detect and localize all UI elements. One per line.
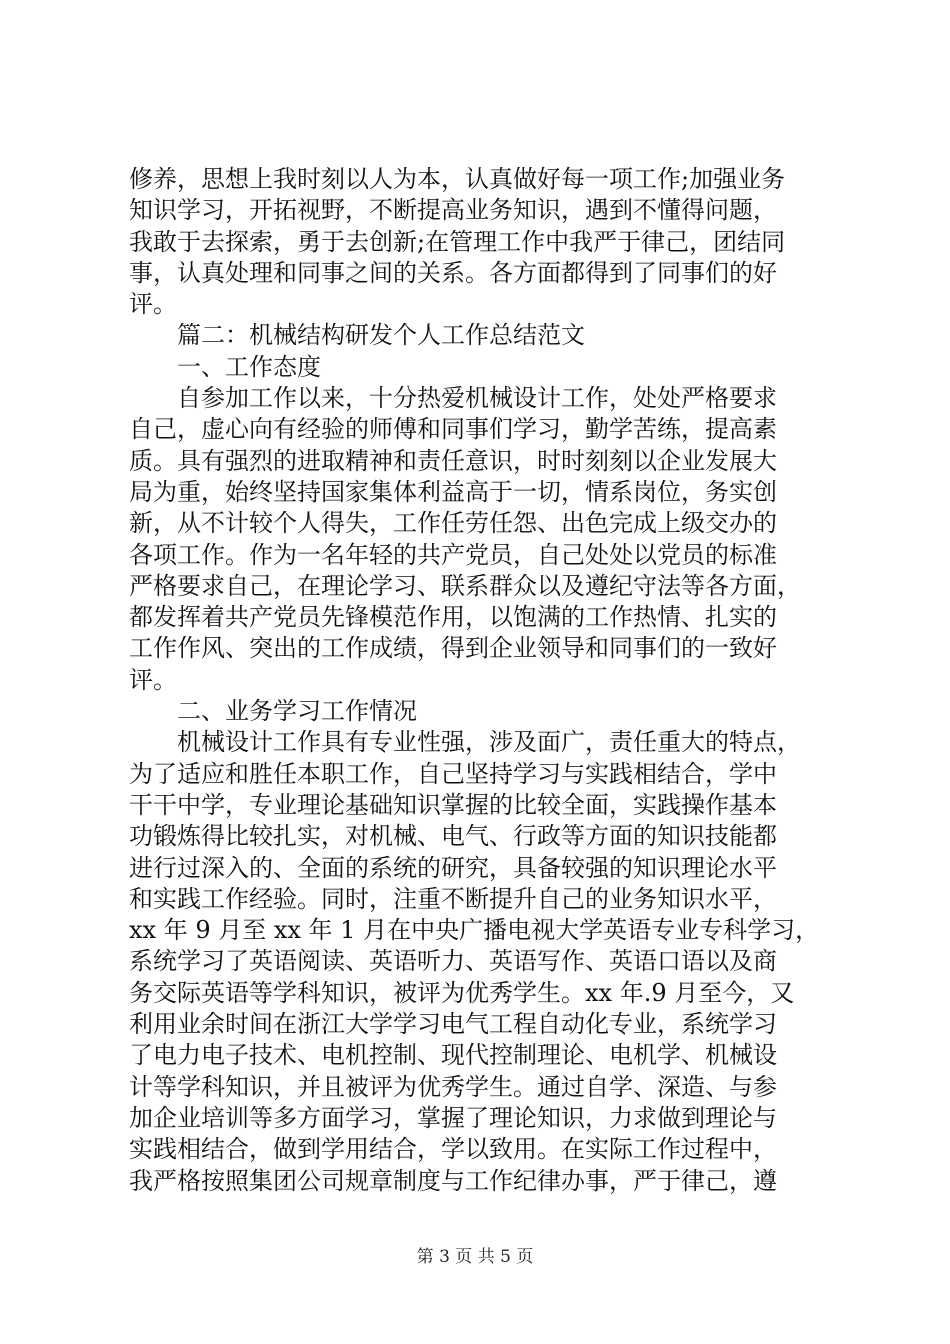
- text-line: 利用业余时间在浙江大学学习电气工程自动化专业，系统学习: [129, 1010, 777, 1039]
- text-line: 评。: [129, 290, 177, 319]
- text-line: xx 年 9 月至 xx 年 1 月在中央广播电视大学英语专业专科学习，: [129, 916, 820, 945]
- paragraph-start-line: 自参加工作以来，十分热爱机械设计工作，处处严格要求: [177, 384, 777, 413]
- text-line: 我敢于去探索，勇于去创新;在管理工作中我严于律己，团结同: [129, 227, 786, 256]
- text-line: 事，认真处理和同事之间的关系。各方面都得到了同事们的好: [129, 258, 777, 287]
- text-line: 加企业培训等多方面学习，掌握了理论知识，力求做到理论与: [129, 1103, 777, 1132]
- text-line: 为了适应和胜任本职工作，自己坚持学习与实践相结合，学中: [129, 759, 777, 788]
- section-heading: 一、工作态度: [177, 352, 321, 381]
- text-line: 评。: [129, 665, 177, 694]
- text-line: 干干中学，专业理论基础知识掌握的比较全面，实践操作基本: [129, 790, 777, 819]
- page-number-footer: 第 3 页 共 5 页: [416, 1247, 534, 1267]
- section-heading: 二、业务学习工作情况: [177, 697, 417, 726]
- text-line: 质。具有强烈的进取精神和责任意识，时时刻刻以企业发展大: [129, 446, 777, 475]
- text-line: 系统学习了英语阅读、英语听力、英语写作、英语口语以及商: [129, 947, 777, 976]
- text-line: 修养，思想上我时刻以人为本，认真做好每一项工作;加强业务: [129, 165, 786, 193]
- text-line: 和实践工作经验。同时，注重不断提升自己的业务知识水平，: [129, 884, 777, 913]
- text-line: 严格要求自己，在理论学习、联系群众以及遵纪守法等各方面，: [129, 571, 801, 600]
- text-line: 工作作风、突出的工作成绩，得到企业领导和同事们的一致好: [129, 634, 777, 663]
- text-line: 各项工作。作为一名年轻的共产党员，自己处处以党员的标准: [129, 540, 777, 569]
- text-line: 了电力电子技术、电机控制、现代控制理论、电机学、机械设: [129, 1041, 777, 1070]
- text-line: 新，从不计较个人得失，工作任劳任怨、出色完成上级交办的: [129, 509, 777, 538]
- text-line: 自己，虚心向有经验的师傅和同事们学习，勤学苦练，提高素: [129, 415, 777, 444]
- section-title: 篇二：机械结构研发个人工作总结范文: [177, 321, 585, 350]
- text-line: 都发挥着共产党员先锋模范作用，以饱满的工作热情、扎实的: [129, 603, 777, 632]
- text-line: 知识学习，开拓视野，不断提高业务知识，遇到不懂得问题，: [129, 196, 777, 225]
- text-line: 计等学科知识，并且被评为优秀学生。通过自学、深造、与参: [129, 1072, 777, 1101]
- text-line: 进行过深入的、全面的系统的研究，具备较强的知识理论水平: [129, 853, 777, 882]
- text-line: 功锻炼得比较扎实，对机械、电气、行政等方面的知识技能都: [129, 822, 777, 851]
- document-body: [129, 164, 829, 1197]
- text-line: 务交际英语等学科知识，被评为优秀学生。xx 年.9 月至今，又: [129, 978, 795, 1007]
- paragraph-start-line: 机械设计工作具有专业性强，涉及面广，责任重大的特点，: [177, 728, 801, 757]
- text-line: 局为重，始终坚持国家集体利益高于一切，情系岗位，务实创: [129, 477, 777, 506]
- text-line: 实践相结合，做到学用结合，学以致用。在实际工作过程中，: [129, 1135, 777, 1164]
- text-line: 我严格按照集团公司规章制度与工作纪律办事，严于律己，遵: [129, 1166, 777, 1195]
